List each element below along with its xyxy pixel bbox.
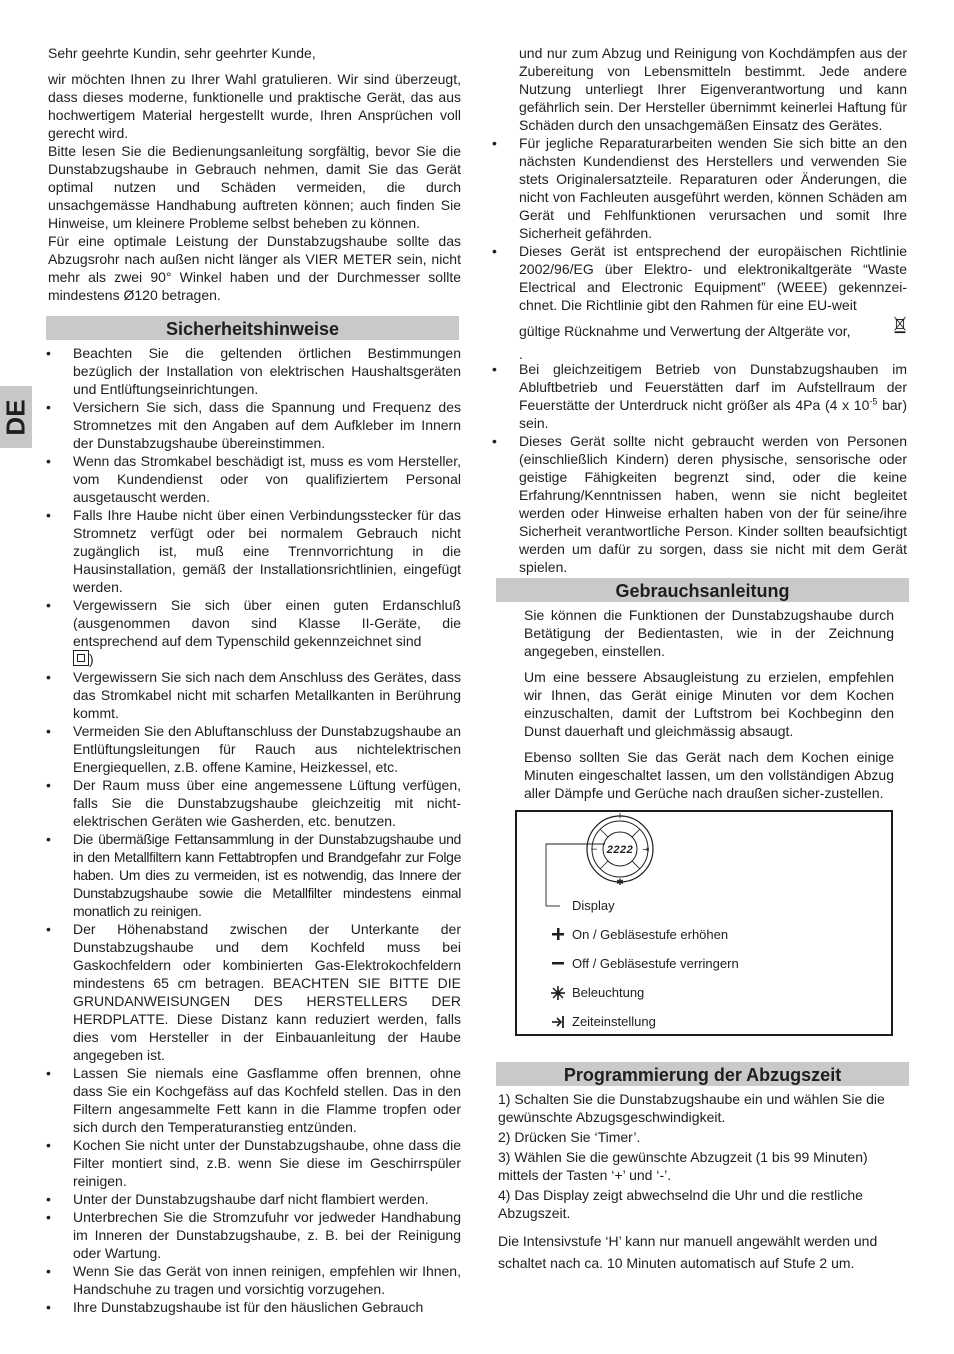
legend-timer-label: Zeiteinstellung (572, 1014, 656, 1029)
usage-paragraph-2: Um eine bessere Absaugleistung zu erzielen, empfehlen wir Ihnen, das Gerät einige Minuten vor dem Kochen einzuschalten, damit der Luftstrom bei Kochbeginn den Dunst dauerhaft und gleichmässig absaugt. (524, 669, 894, 739)
minus-icon (551, 957, 565, 971)
list-item: • Wenn das Stromkabel beschädigt ist, muss es vom Hersteller, vom Kundendienst oder von qualifiziertem Personal ausgetauscht werden. (48, 452, 461, 506)
light-icon (551, 986, 565, 1000)
legend-minus-label: Off / Gebläsestufe verringern (572, 956, 739, 971)
class-ii-close: ) (89, 651, 94, 667)
weee-text: Dieses Gerät ist entsprechend der europäischen Richtlinie 2002/96/EG über Elektro- und elektronikaltgeräte “Waste Electrical and Electronic Equipment” (WEEE) gekennzei-chnet. Die Richtlinie gibt den Rahmen für eine EU-weit (519, 243, 907, 313)
pressure-exponent: -5 (869, 396, 878, 407)
usage-paragraph-1: Sie können die Funktionen der Dunstabzugshaube durch Betätigung der Bedientasten, wie in der Zeichnung angegeben, einstellen. (524, 607, 894, 659)
left-column (48, 44, 461, 1316)
intro-paragraph-2: Bitte lesen Sie die Bedienungsanleitung sorgfältig, bevor Sie die Dunstabzugshaube in Gebrauch nehmen, damit Sie das Gerät optimal nutzen und Schäden vermeiden, die durch unsachgemässe Handhabung auftreten können; auch finden Sie Hinweise, um kleinere Probleme selbst beheben zu können. (48, 143, 461, 231)
step-3: 3) Wählen Sie die gewünschte Abzugzeit (1 bis 99 Minuten) mittels der Tasten ‘+’ und ‘-’. (498, 1149, 868, 1183)
list-item: • Lassen Sie niemals eine Gasflamme offen brennen, ohne dass Sie ein Kochgefäss auf das Kochfeld stellen. Das in den Filtern angesammelte Fett kann in die Flamme tropfen oder sich durch den Temperaturanstieg entzünden. (48, 1064, 461, 1136)
legend-plus-label: On / Gebläsestufe erhöhen (572, 927, 729, 942)
svg-text:⇥: ⇥ (642, 845, 650, 854)
list-item: • Beachten Sie die geltenden örtlichen Bestimmungen bezüglich der Installation von elektrischen Haushaltsgeräten und Entlüftungseinrichtungen. (48, 344, 461, 398)
list-item: • Wenn Sie das Gerät von innen reinigen, empfehlen wir Ihnen, Handschuhe zu tragen und vorsichtig vorzugehen. (48, 1262, 461, 1298)
step-1: 1) Schalten Sie die Dunstabzugshaube ein und wählen Sie die gewünschte Abzugsgeschwindigkeit. (498, 1091, 885, 1125)
class-ii-symbol-icon (73, 650, 89, 666)
step-4: 4) Das Display zeigt abwechselnd die Uhr und die restliche Abzugszeit. (498, 1187, 863, 1221)
list-item (494, 360, 907, 432)
list-item: • Unter der Dunstabzugshaube darf nicht flambiert werden. (48, 1190, 461, 1208)
control-panel-diagram (515, 810, 893, 1036)
usage-heading: Gebrauchsanleitung (496, 578, 909, 602)
svg-text:✱: ✱ (616, 878, 624, 888)
svg-text:+: + (616, 812, 624, 822)
legend-light-label: Beleuchtung (572, 985, 645, 1000)
weee-text-2: gültige Rücknahme und Verwertung der Altgeräte vor, (519, 323, 851, 339)
safety-list-left (48, 344, 461, 1316)
list-item (48, 596, 461, 668)
list-item: • Vergewissern Sie sich nach dem Anschluss des Gerätes, dass das Stromkabel nicht mit scharfen Metallkanten in Berührung kommt. (48, 668, 461, 722)
display-digits: 2222 (606, 844, 634, 856)
safety-continuation: und nur zum Abzug und Reinigung von Kochdämpfen aus der Zubereitung von Lebensmitteln bestimmt. Jede andere Nutzung unterliegt Ihrer Eigenverantwortung und kann gefährlich sein. Der Hersteller übernimmt keinerlei Haftung für Schäden durch den unsachgemäßen Einsatz des Gerätes. (519, 45, 907, 133)
list-item: • Die übermäßige Fettansammlung in der Dunstabzugshaube und in den Metallfiltern kann Fettabtropfen und Brandgefahr zur Folge haben. Um dies zu vermeiden, ist es notwendig, das Innere der Dunstabzugshaube sowie die Metallfilter mindestens einmal monatlich zu reinigen. (48, 830, 461, 920)
intensive-note-1: Die Intensivstufe ‘H’ kann nur manuell angewählt werden und (498, 1233, 878, 1249)
programming-heading: Programmierung der Abzugszeit (496, 1062, 909, 1086)
safety-list-right (494, 134, 907, 576)
usage-paragraph-3: Ebenso sollten Sie das Gerät nach dem Kochen einige Minuten eingeschaltet lassen, um den vollständigen Abzug aller Dämpfe und Gerüche nach draußen sicher-zustellen. (524, 749, 894, 801)
intro-paragraph-3: Für eine optimale Leistung der Dunstabzugshaube sollte das Abzugsrohr nach außen nicht länger als VIER METER sein, nicht mehr als zwei 90° Winkel haben und der Durchmesser sollte mindestens Ø120 betragen. (48, 233, 461, 303)
earth-text: Vergewissern Sie sich über einen guten Erdanschluß (ausgenommen davon sind Klasse II-Geräte, die entsprechend auf dem Typenschild gekennzeichnet sind (73, 597, 461, 649)
right-column (496, 44, 907, 1272)
svg-text:−: − (590, 845, 598, 855)
list-item: • Dieses Gerät sollte nicht gebraucht werden von Personen (einschließlich Kindern) deren physische, sensorische oder geistige Fähigkeiten begrenzt sind, oder die keine Erfahrung/Kenntnissen haben, wenn sie nicht begleitet werden oder Hinweise erhalten haben von der für seine/ihre Sicherheit verantwortliche Person. Kinder sollten beaufsichtigt werden um dafür zu sorgen, dass sie nicht mit dem Gerät spielen. (494, 432, 907, 576)
list-item: • Versichern Sie sich, dass die Spannung und Frequenz des Stromnetzes mit den Angaben auf dem Aufkleber im Innern der Dunstabzugshaube übereinstimmen. (48, 398, 461, 452)
weee-bin-icon (893, 316, 907, 334)
intensive-note-2: schaltet nach ca. 10 Minuten automatisch auf Stufe 2 um. (498, 1255, 855, 1271)
plus-icon (551, 928, 565, 942)
intro-paragraph-1: wir möchten Ihnen zu Ihrer Wahl gratulieren. Wir sind überzeugt, dass dieses moderne, funktionelle und praktische Gerät, das aus hochwertigem Material hergestellt wurde, Ihren Ansprüchen voll gerecht wird. (48, 71, 461, 141)
pressure-end: bar) sein. (519, 397, 907, 431)
salutation: Sehr geehrte Kundin, sehr geehrter Kunde, (48, 45, 316, 61)
list-item: • Unterbrechen Sie die Stromzufuhr vor jedweder Handhabung im Inneren der Dunstabzugshaube, z. B. bei der Reinigung oder Wartung. (48, 1208, 461, 1262)
list-item: • Der Höhenabstand zwischen der Unterkante der Dunstabzugshaube und dem Kochfeld muss bei Gaskochfeldern oder kombinierten Gas-Elektrokochfeldern mindestens 65 cm betragen. BEACHTEN SIE BITTE DIE GRUNDANWEISUNGEN DES HERSTELLERS DER HERDPLATTE. Diese Distanz kann reduziert werden, falls dies vom Hersteller in der Einbauanleitung der Haube angegeben ist. (48, 920, 461, 1064)
list-item: • Der Raum muss über eine angemessene Lüftung verfügen, falls Sie die Dunstabzugshaube gleichzeitig mit nicht-elektrischen Geräten wie Gasherden, etc. benutzen. (48, 776, 461, 830)
list-item: • Falls Ihre Haube nicht über einen Verbindungsstecker für das Stromnetz verfügt oder bei normalem Gebrauch nicht zugänglich ist, muß eine Trennvorrichtung in die Hausinstallation, gemäß der Installationsrichtlinien, eingefügt werden. (48, 506, 461, 596)
list-item: • Vermeiden Sie den Abluftanschluss der Dunstabzugshaube an Entlüftungsleitungen für Rauch aus nichtelektrischen Energiequellen, z.B. offene Kamine, Heizkessel, etc. (48, 722, 461, 776)
list-item: • Ihre Dunstabzugshaube ist für den häuslichen Gebrauch (48, 1298, 461, 1316)
usage-text (496, 606, 907, 802)
pressure-text: Bei gleichzeitigem Betrieb von Dunstabzugshauben im Abluftbetrieb und Feuerstätten darf im Aufstellraum der Feuerstätte der Unterdruck nicht größer als 4Pa (4 x 10 (519, 361, 907, 413)
list-item (494, 242, 907, 360)
safety-heading: Sicherheitshinweise (46, 316, 459, 340)
language-tab (0, 386, 32, 448)
programming-steps (496, 1090, 907, 1272)
list-item: • Für jegliche Reparaturarbeiten wenden Sie sich bitte an den nächsten Kundendienst des Herstellers und verwenden Sie stets Originalersatzteile. Reparaturen oder Änderungen, die nicht von Fachleuten ausgeführt werden, können Schäden am Gerät und Fehlfunktionen verursachen und somit Ihre Sicherheit gefährden. (494, 134, 907, 242)
timer-icon (551, 1015, 565, 1029)
list-item: • Kochen Sie nicht unter der Dunstabzugshaube, ohne dass die Filter montiert sind, z.B. wenn Sie diese im Geschirrspüler reinigen. (48, 1136, 461, 1190)
weee-dot: . (519, 346, 523, 362)
language-tab-label: DE (0, 398, 31, 436)
legend-display-label: Display (572, 898, 615, 913)
step-2: 2) Drücken Sie ‘Timer’. (498, 1129, 641, 1145)
